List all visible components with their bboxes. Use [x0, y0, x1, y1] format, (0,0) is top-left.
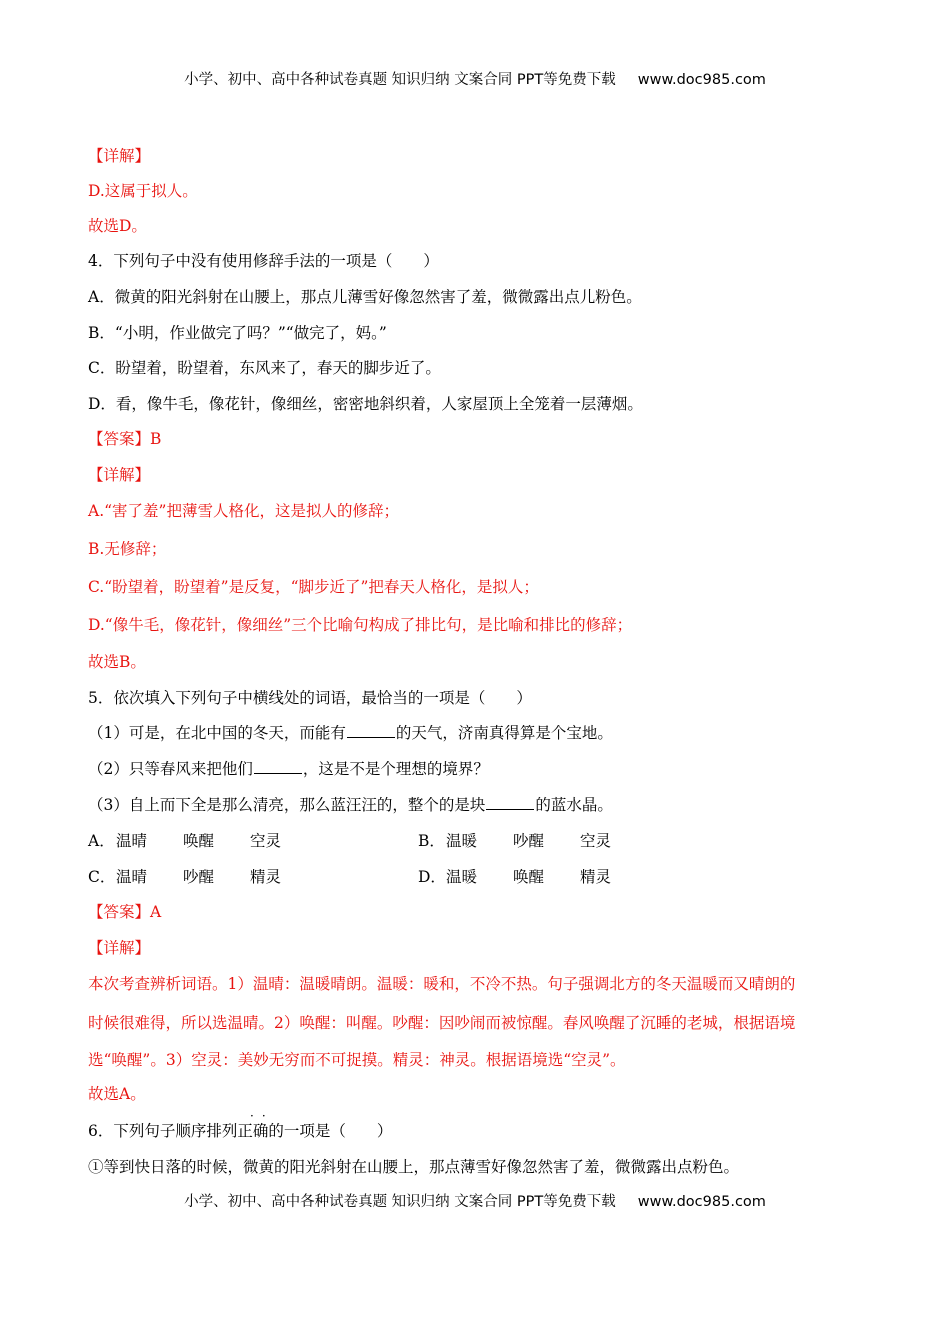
fill-blank: [254, 759, 302, 774]
q4-explain-a: A.“害了羞”把薄雪人格化，这是拟人的修辞；: [88, 502, 399, 520]
q5-option-b: B．温暖 吵醒 空灵: [418, 832, 612, 850]
q4-option-b: B．“小明，作业做完了吗？”“做完了，妈。”: [88, 324, 387, 342]
q5-explain-2: 时候很难得，所以选温晴。2）唤醒：叫醒。吵醒：因吵闹而被惊醒。春风唤醒了沉睡的老城，根据语境: [88, 1014, 796, 1032]
fill-blank: [486, 795, 534, 810]
q6-stem: [88, 1120, 392, 1142]
q5-s2-part-b: ，这是不是个理想的境界？: [302, 760, 489, 778]
q5-sentence-3: [88, 794, 613, 816]
footer-text: 小学、初中、高中各种试卷真题 知识归纳 文案合同 PPT等免费下载: [184, 1194, 616, 1210]
q4-detail-label: 【详解】: [88, 466, 151, 484]
q5-sentence-1: [88, 722, 613, 744]
q4-explain-b: B.无修辞；: [88, 540, 167, 558]
q4-option-a: A．微黄的阳光斜射在山腰上，那点儿薄雪好像忽然害了羞，微微露出点儿粉色。: [88, 288, 642, 306]
q3-explain: D.这属于拟人。: [88, 182, 198, 200]
q5-s2-part-a: （2）只等春风来把他们: [88, 760, 253, 778]
q5-conclusion: 故选A。: [88, 1085, 146, 1103]
q6-sentence-1: ①等到快日落的时候，微黄的阳光斜射在山腰上，那点薄雪好像忽然害了羞，微微露出点粉色。: [88, 1158, 740, 1176]
q5-s1-part-a: （1）可是，在北中国的冬天，而能有: [88, 724, 346, 742]
q4-explain-c: C.“盼望着，盼望着”是反复，“脚步近了”把春天人格化，是拟人；: [88, 578, 539, 596]
page-footer: [0, 1190, 950, 1211]
q5-sentence-2: [88, 758, 489, 780]
emphasis-dots: ··: [250, 1109, 274, 1123]
q5-stem: 5．依次填入下列句子中横线处的词语，最恰当的一项是（ ）: [88, 689, 532, 707]
q3-detail-label: 【详解】: [88, 147, 151, 165]
q5-explain-3: 选“唤醒”。3）空灵：美妙无穷而不可捉摸。精灵：神灵。根据语境选“空灵”。: [88, 1051, 626, 1069]
q3-conclusion: 故选D。: [88, 217, 147, 235]
q5-option-a: A．温晴 唤醒 空灵: [88, 832, 282, 850]
q5-s3-part-b: 的蓝水晶。: [535, 796, 613, 814]
page-header: [0, 68, 950, 89]
q5-s1-part-b: 的天气，济南真得算是个宝地。: [395, 724, 613, 742]
q5-s3-part-a: （3）自上而下全是那么清亮，那么蓝汪汪的，整个的是块: [88, 796, 486, 814]
q5-detail-label: 【详解】: [88, 939, 151, 957]
q6-stem-emphasis: 正确: [237, 1122, 269, 1140]
header-text: 小学、初中、高中各种试卷真题 知识归纳 文案合同 PPT等免费下载: [184, 72, 616, 88]
q4-stem: 4．下列句子中没有使用修辞手法的一项是（ ）: [88, 252, 439, 270]
q5-option-d: D．温暖 唤醒 精灵: [418, 868, 612, 886]
q6-stem-b: 的一项是（ ）: [268, 1122, 393, 1140]
q4-conclusion: 故选B。: [88, 653, 146, 671]
fill-blank: [347, 723, 395, 738]
header-url[interactable]: www.doc985.com: [637, 72, 766, 88]
q5-answer: 【答案】A: [88, 903, 162, 921]
q4-option-c: C．盼望着，盼望着，东风来了，春天的脚步近了。: [88, 359, 441, 377]
q6-stem-a: 6．下列句子顺序排列: [88, 1122, 238, 1140]
q4-explain-d: D.“像牛毛，像花针，像细丝”三个比喻句构成了排比句，是比喻和排比的修辞；: [88, 616, 633, 634]
q4-answer: 【答案】B: [88, 430, 162, 448]
q5-option-c: C．温晴 吵醒 精灵: [88, 868, 282, 886]
q4-option-d: D．看，像牛毛，像花针，像细丝，密密地斜织着，人家屋顶上全笼着一层薄烟。: [88, 395, 643, 413]
footer-url[interactable]: www.doc985.com: [637, 1194, 766, 1210]
q5-explain-1: 本次考查辨析词语。1）温晴：温暖晴朗。温暖：暖和，不冷不热。句子强调北方的冬天温暖而又晴朗的: [88, 975, 796, 993]
